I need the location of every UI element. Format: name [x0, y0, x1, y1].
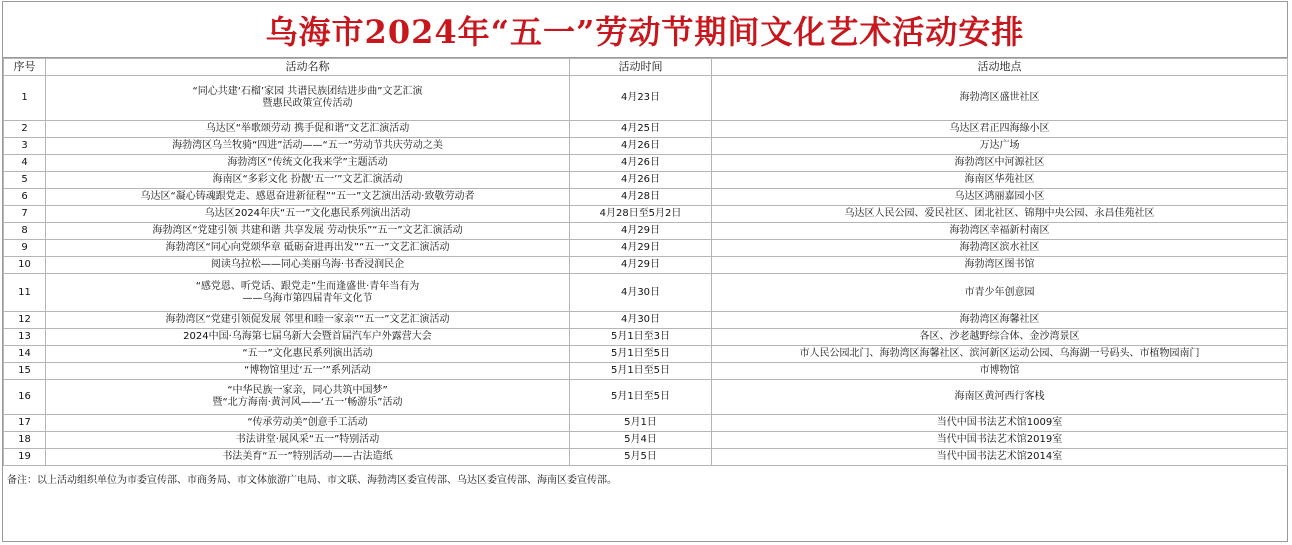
- cell-time: 4月26日: [570, 172, 712, 189]
- header-name: 活动名称: [46, 59, 570, 76]
- cell-place: 乌达区君正四海綠小区: [712, 121, 1288, 138]
- schedule-table: [3, 58, 1288, 466]
- table-row: [4, 449, 1288, 466]
- cell-no: 19: [4, 449, 46, 466]
- table-row: [4, 432, 1288, 449]
- header-no: 序号: [4, 59, 46, 76]
- cell-name: 海南区“多彩文化 扮靓‘五一’”文艺汇演活动: [46, 172, 570, 189]
- cell-no: 17: [4, 415, 46, 432]
- cell-name: “五一”文化惠民系列演出活动: [46, 346, 570, 363]
- cell-time: 5月1日至5日: [570, 363, 712, 380]
- cell-name: 乌达区2024年庆“五一”文化惠民系列演出活动: [46, 206, 570, 223]
- cell-name: 海勃湾区“党建引领 共建和谐 共享发展 劳动快乐”“五一”文艺汇演活动: [46, 223, 570, 240]
- table-row: [4, 274, 1288, 312]
- cell-no: 11: [4, 274, 46, 312]
- table-row: [4, 312, 1288, 329]
- cell-time: 5月1日: [570, 415, 712, 432]
- cell-no: 13: [4, 329, 46, 346]
- table-row: [4, 76, 1288, 121]
- cell-no: 12: [4, 312, 46, 329]
- cell-place: 市青少年创意园: [712, 274, 1288, 312]
- cell-time: 4月30日: [570, 274, 712, 312]
- cell-place: 万达广场: [712, 138, 1288, 155]
- cell-name: 乌达区“举歌颂劳动 携手促和谐”文艺汇演活动: [46, 121, 570, 138]
- header-row: [4, 59, 1288, 76]
- table-row: [4, 363, 1288, 380]
- cell-time: 5月5日: [570, 449, 712, 466]
- cell-place: 当代中国书法艺术馆2019室: [712, 432, 1288, 449]
- table-row: [4, 223, 1288, 240]
- cell-no: 3: [4, 138, 46, 155]
- cell-name: “同心共建‘石榴’家园 共谱民族团结进步曲”文艺汇演 暨惠民政策宣传活动: [46, 76, 570, 121]
- cell-name: 海勃湾区乌兰牧骑“四进”活动——“五一”劳动节共庆劳动之美: [46, 138, 570, 155]
- cell-no: 4: [4, 155, 46, 172]
- cell-place: 海勃湾区图书馆: [712, 257, 1288, 274]
- table-row: [4, 138, 1288, 155]
- cell-place: 海勃湾区盛世社区: [712, 76, 1288, 121]
- cell-time: 5月1日至5日: [570, 346, 712, 363]
- page-title: 乌海市2024年“五一”劳动节期间文化艺术活动安排: [3, 2, 1287, 58]
- header-place: 活动地点: [712, 59, 1288, 76]
- cell-time: 4月26日: [570, 155, 712, 172]
- table-row: [4, 206, 1288, 223]
- cell-name: 2024中国·乌海第七届乌新大会暨首届汽车户外露营大会: [46, 329, 570, 346]
- cell-name: “中华民族一家亲，同心共筑中国梦” 暨“北方海南·黄河风——‘五一’畅游乐”活动: [46, 380, 570, 415]
- cell-no: 18: [4, 432, 46, 449]
- cell-name: 乌达区“凝心铸魂跟党走、感恩奋进新征程”“五一”文艺演出活动·致敬劳动者: [46, 189, 570, 206]
- cell-time: 4月25日: [570, 121, 712, 138]
- cell-place: 市人民公园北门、海勃湾区海馨社区、滨河新区运动公园、乌海湖一号码头、市植物园南门: [712, 346, 1288, 363]
- cell-no: 8: [4, 223, 46, 240]
- cell-place: 海南区黄河西行客栈: [712, 380, 1288, 415]
- cell-no: 6: [4, 189, 46, 206]
- cell-no: 14: [4, 346, 46, 363]
- table-row: [4, 172, 1288, 189]
- table-row: [4, 155, 1288, 172]
- cell-no: 16: [4, 380, 46, 415]
- cell-time: 4月29日: [570, 257, 712, 274]
- cell-time: 5月1日至5日: [570, 380, 712, 415]
- cell-place: 当代中国书法艺术馆2014室: [712, 449, 1288, 466]
- cell-name: 海勃湾区“传统文化我来学”主题活动: [46, 155, 570, 172]
- cell-time: 4月29日: [570, 240, 712, 257]
- table-row: [4, 121, 1288, 138]
- table-row: [4, 380, 1288, 415]
- cell-time: 5月4日: [570, 432, 712, 449]
- schedule-sheet: [2, 1, 1288, 542]
- cell-name: 书法讲堂·展风采“五一”特别活动: [46, 432, 570, 449]
- cell-place: 海勃湾区滨水社区: [712, 240, 1288, 257]
- header-time: 活动时间: [570, 59, 712, 76]
- table-row: [4, 415, 1288, 432]
- table-row: [4, 257, 1288, 274]
- cell-place: 乌达区鸿丽嘉园小区: [712, 189, 1288, 206]
- cell-name: 书法美育“五一”特别活动——古法造纸: [46, 449, 570, 466]
- cell-place: 乌达区人民公园、爱民社区、团北社区、锦翔中央公园、永昌佳苑社区: [712, 206, 1288, 223]
- cell-no: 1: [4, 76, 46, 121]
- cell-place: 海南区华苑社区: [712, 172, 1288, 189]
- cell-place: 海勃湾区海馨社区: [712, 312, 1288, 329]
- cell-name: “博物馆里过‘五一’”系列活动: [46, 363, 570, 380]
- table-row: [4, 240, 1288, 257]
- table-row: [4, 346, 1288, 363]
- cell-no: 10: [4, 257, 46, 274]
- table-row: [4, 329, 1288, 346]
- cell-no: 15: [4, 363, 46, 380]
- cell-no: 2: [4, 121, 46, 138]
- cell-name: “传承劳动美”创意手工活动: [46, 415, 570, 432]
- cell-place: 市博物馆: [712, 363, 1288, 380]
- cell-name: 阅读乌拉松——同心美丽乌海·书香浸润民企: [46, 257, 570, 274]
- table-row: [4, 189, 1288, 206]
- cell-place: 各区、沙老越野综合体、金沙湾景区: [712, 329, 1288, 346]
- cell-time: 4月26日: [570, 138, 712, 155]
- cell-name: “感党恩、听党话、跟党走”生而逢盛世·青年当有为 ——乌海市第四届青年文化节: [46, 274, 570, 312]
- cell-no: 5: [4, 172, 46, 189]
- cell-time: 4月28日: [570, 189, 712, 206]
- cell-place: 当代中国书法艺术馆1009室: [712, 415, 1288, 432]
- cell-name: 海勃湾区“同心向党颂华章 砥砺奋进再出发”“五一”文艺汇演活动: [46, 240, 570, 257]
- cell-time: 4月23日: [570, 76, 712, 121]
- cell-time: 5月1日至3日: [570, 329, 712, 346]
- footnote: 备注：以上活动组织单位为市委宣传部、市商务局、市文体旅游广电局、市文联、海勃湾区委宣传部、乌达区委宣传部、海南区委宣传部。: [7, 475, 617, 486]
- cell-no: 9: [4, 240, 46, 257]
- cell-place: 海勃湾区中河源社区: [712, 155, 1288, 172]
- cell-place: 海勃湾区幸福新村南区: [712, 223, 1288, 240]
- cell-time: 4月29日: [570, 223, 712, 240]
- cell-time: 4月30日: [570, 312, 712, 329]
- cell-time: 4月28日至5月2日: [570, 206, 712, 223]
- cell-name: 海勃湾区“党建引领促发展 邻里和睦一家亲”“五一”文艺汇演活动: [46, 312, 570, 329]
- cell-no: 7: [4, 206, 46, 223]
